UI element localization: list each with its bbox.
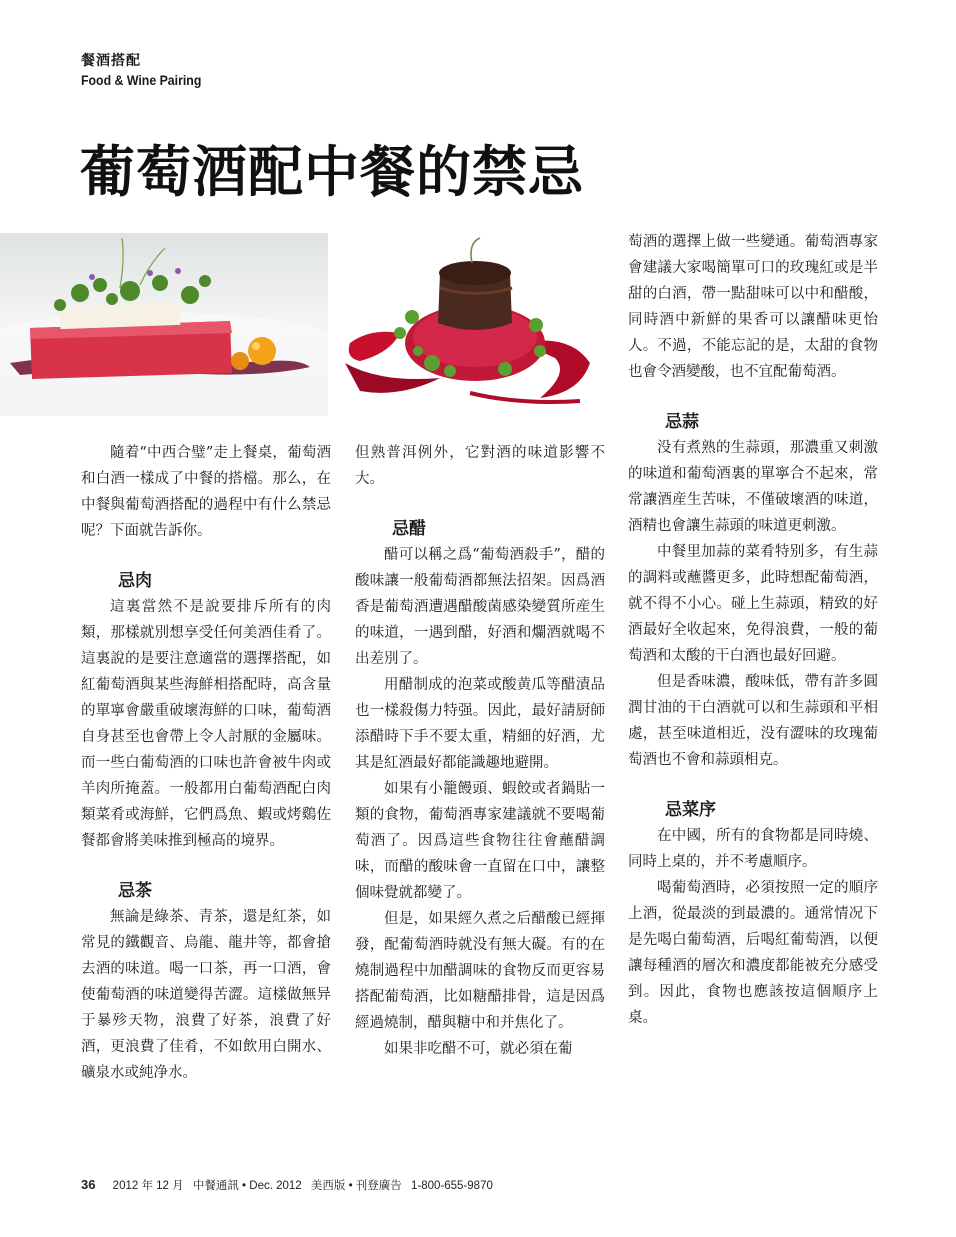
paragraph-tea: 無論是綠茶、青茶，還是紅茶，如常見的鐵觀音、烏龍、龍井等，都會搶去酒的味道。喝一口茶，再一口酒，會使葡萄酒的味道變得苦澀。這樣做無异于暴殄天物，浪費了好茶，浪費了好酒，更浪費了佳肴，不如飲用白開水、礦泉水或純净水。 <box>81 909 331 1081</box>
paragraph-garlic-2: 中餐里加蒜的菜肴特别多，有生蒜的調料或蘸醬更多，此時想配葡萄酒，就不得不小心。碰上生蒜頭，精致的好酒最好全收起來，免得浪費，一般的葡萄酒和太酸的干白酒也最好回避。 <box>628 544 878 664</box>
paragraph-tea-cont: 但熟普洱例外，它對酒的味道影響不大。 <box>355 445 605 487</box>
paragraph-vinegar-4: 但是，如果經久煮之后醋酸已經揮發，配葡萄酒時就没有無大礙。有的在燒制過程中加醋調味的食物反而更容易搭配葡萄酒，比如糖醋排骨，這是因爲經過燒制，醋與糖中和并焦化了。 <box>355 911 605 1031</box>
section-label-en: Food & Wine Pairing <box>81 72 202 88</box>
heading-avoid-tea: 忌茶 <box>118 881 152 901</box>
column-1 <box>81 440 331 1086</box>
intro-paragraph: 隨着“中西合璧”走上餐桌，葡萄酒和白酒一樣成了中餐的搭檔。那么，在中餐與葡萄酒搭配的過程中有什么禁忌呢？下面就告訴你。 <box>81 445 331 539</box>
paragraph-vinegar-3: 如果有小籠饅頭、蝦餃或者鍋貼一類的食物，葡萄酒專家建議就不要喝葡萄酒了。因爲這些食物往往會蘸醋調味，而醋的酸味會一直留在口中，讓整個味覺就都變了。 <box>355 781 605 901</box>
paragraph-garlic-1: 没有煮熟的生蒜頭，那濃重又刺激的味道和葡萄酒裏的單寧合不起來，常常讓酒産生苦味，不僅破壞酒的味道，酒精也會讓生蒜頭的味道更刺激。 <box>628 440 878 534</box>
heading-avoid-garlic: 忌蒜 <box>665 412 699 432</box>
page-footer <box>81 1177 499 1193</box>
section-label-cn: 餐酒搭配 <box>81 53 141 69</box>
heading-avoid-vinegar: 忌醋 <box>392 519 426 539</box>
footer-phone: 1-800-655-9870 <box>411 1180 493 1192</box>
paragraph-meat: 這裏當然不是說要排斥所有的肉類，那樣就別想享受任何美酒佳肴了。這裏說的是要注意適當的選擇搭配，如紅葡萄酒與某些海鮮相搭配時，高含量的單寧會嚴重破壞海鮮的口味，葡萄酒自身甚至也會帶上令人討厭的金屬味。而一些白葡萄酒的口味也許會被牛肉或羊肉所掩蓋。一般都用白葡萄酒配白肉類菜肴或海鮮，它們爲魚、蝦或烤鷄佐餐都會將美味推到極高的境界。 <box>81 599 331 849</box>
paragraph-order-1: 在中國，所有的食物都是同時燒、同時上桌的，并不考慮順序。 <box>628 828 878 870</box>
dish-photo-beef <box>340 233 600 416</box>
paragraph-order-2: 喝葡萄酒時，必須按照一定的順序上酒，從最淡的到最濃的。通常情况下是先喝白葡萄酒，后喝紅葡萄酒，以便讓每種酒的層次和濃度都能被充分感受到。因此，食物也應該按這個順序上桌。 <box>628 880 878 1026</box>
paragraph-vinegar-5: 如果非吃醋不可，就必須在葡 <box>384 1041 573 1057</box>
paragraph-garlic-3: 但是香味濃，酸味低，帶有許多圓潤甘油的干白酒就可以和生蒜頭和平相處，甚至味道相近，没有澀味的玫瑰葡萄酒也不會和蒜頭相克。 <box>628 674 878 768</box>
paragraph-vinegar-cont: 萄酒的選擇上做一些變通。葡萄酒專家會建議大家喝簡單可口的玫瑰紅或是半甜的白酒，帶一點甜味可以中和醋酸，同時酒中新鮮的果香可以讓醋味更怡人。不過，不能忘記的是，太甜的食物也會令酒變酸，也不宜配葡萄酒。 <box>628 234 878 380</box>
footer-publication: 中餐通訊 • Dec. 2012 <box>192 1180 302 1192</box>
page-number: 36 <box>81 1177 96 1192</box>
paragraph-vinegar-2: 用醋制成的泡菜或酸黄瓜等醋漬品也一樣殺傷力特强。因此，最好請厨師添醋時下手不要太重，精細的好酒，尤其是紅酒最好都能識趣地避開。 <box>355 677 605 771</box>
paragraph-vinegar-1: 醋可以稱之爲“葡萄酒殺手”，醋的酸味讓一般葡萄酒都無法招架。因爲酒香是葡萄酒遭遇醋酸菌感染變質所産生的味道，一遇到醋，好酒和爛酒就喝不出差別了。 <box>355 547 605 667</box>
footer-edition: 美西版 • 刊登廣告 <box>310 1180 402 1192</box>
column-3 <box>628 229 878 1031</box>
dish-photo-watermelon <box>0 233 328 416</box>
heading-avoid-meat: 忌肉 <box>118 571 152 591</box>
heading-avoid-course-order: 忌菜序 <box>665 800 716 820</box>
article-title: 葡萄酒配中餐的禁忌 <box>80 140 585 204</box>
footer-date: 2012 年 12 月 <box>112 1180 184 1192</box>
column-2 <box>355 440 605 1062</box>
